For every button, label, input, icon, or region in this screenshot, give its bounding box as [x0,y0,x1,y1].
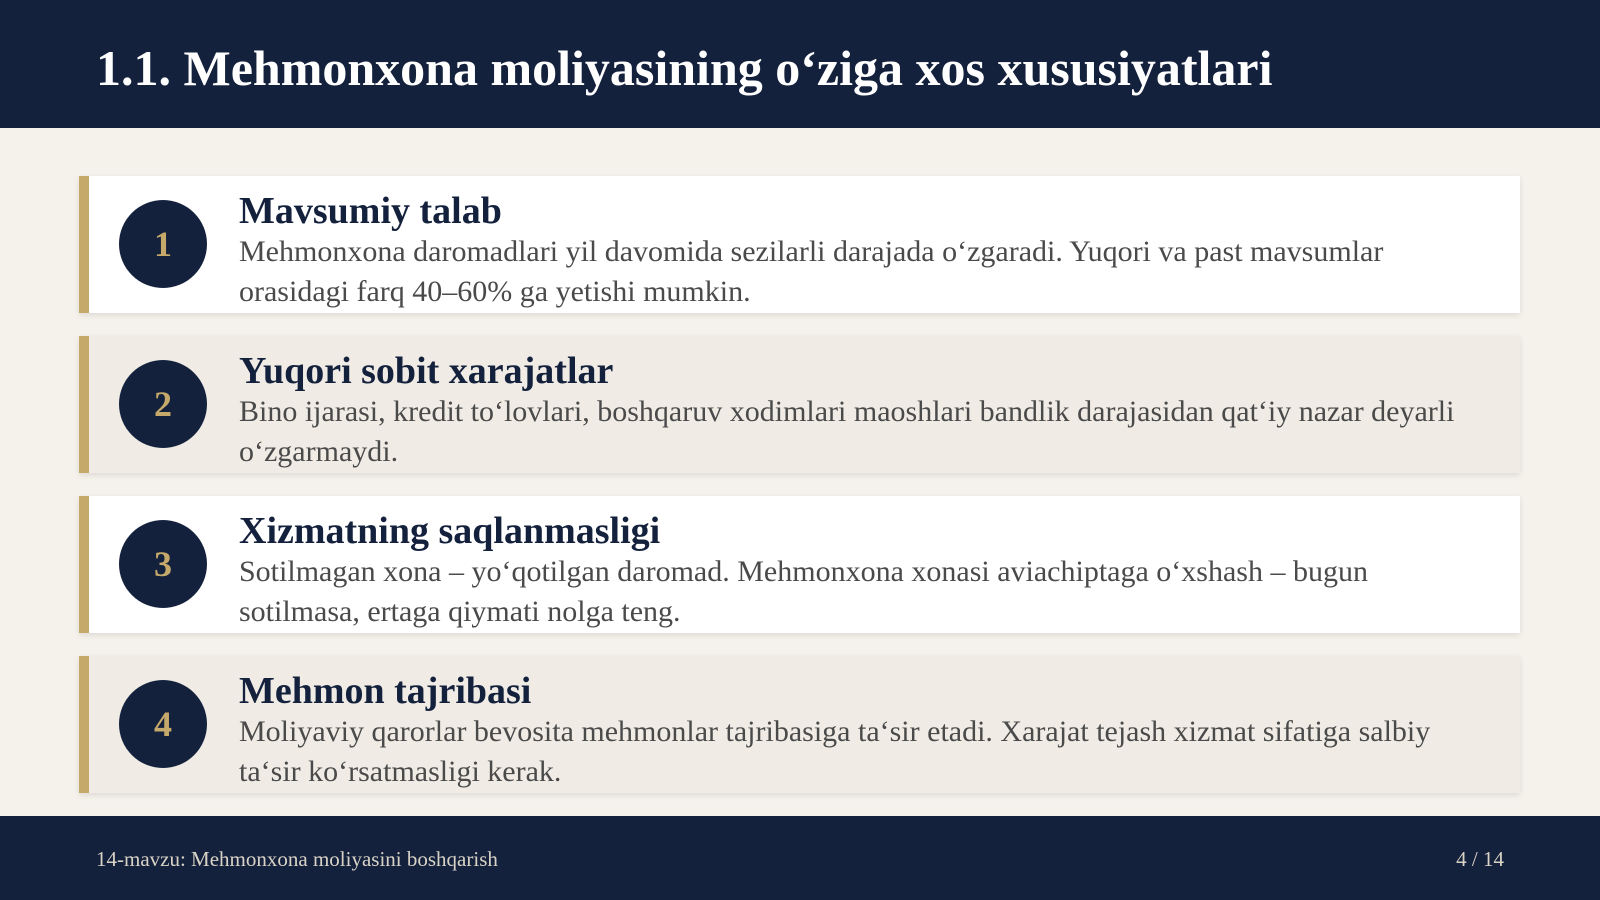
page-counter: 4 / 14 [1456,847,1504,871]
slide-title: 1.1. Mehmonxona moliyasining o‘ziga xos xususiyatlari [96,40,1273,96]
feature-number-badge: 4 [119,680,207,768]
feature-description: Moliyaviy qarorlar bevosita mehmonlar tajribasiga ta‘sir etadi. Xarajat tejash xizmat sifatiga salbiy ta‘sir ko‘rsatmasligi kerak. [239,715,1431,788]
feature-description: Sotilmagan xona – yo‘qotilgan daromad. Mehmonxona xonasi aviachiptaga o‘xshash – bugun sotilmasa, ertaga qiymati nolga teng. [239,555,1368,628]
feature-number-badge: 1 [119,200,207,288]
slide-footer [0,816,1600,900]
feature-number-badge: 3 [119,520,207,608]
feature-description: Mehmonxona daromadlari yil davomida sezilarli darajada o‘zgaradi. Yuqori va past mavsumlar orasidagi farq 40–60% ga yetishi mumkin. [239,235,1384,308]
feature-list [79,176,1520,816]
slide-header [0,0,1600,128]
feature-title: Mavsumiy talab [239,190,502,232]
footer-topic: 14-mavzu: Mehmonxona moliyasini boshqarish [96,847,498,871]
feature-card [79,656,1520,793]
feature-number-badge: 2 [119,360,207,448]
feature-title: Mehmon tajribasi [239,670,532,712]
feature-title: Yuqori sobit xarajatlar [239,350,614,392]
feature-card [79,176,1520,313]
feature-description: Bino ijarasi, kredit to‘lovlari, boshqaruv xodimlari maoshlari bandlik darajasidan qat‘iy nazar deyarli o‘zgarmaydi. [239,395,1455,468]
feature-card [79,496,1520,633]
feature-title: Xizmatning saqlanmasligi [239,510,661,552]
feature-card [79,336,1520,473]
